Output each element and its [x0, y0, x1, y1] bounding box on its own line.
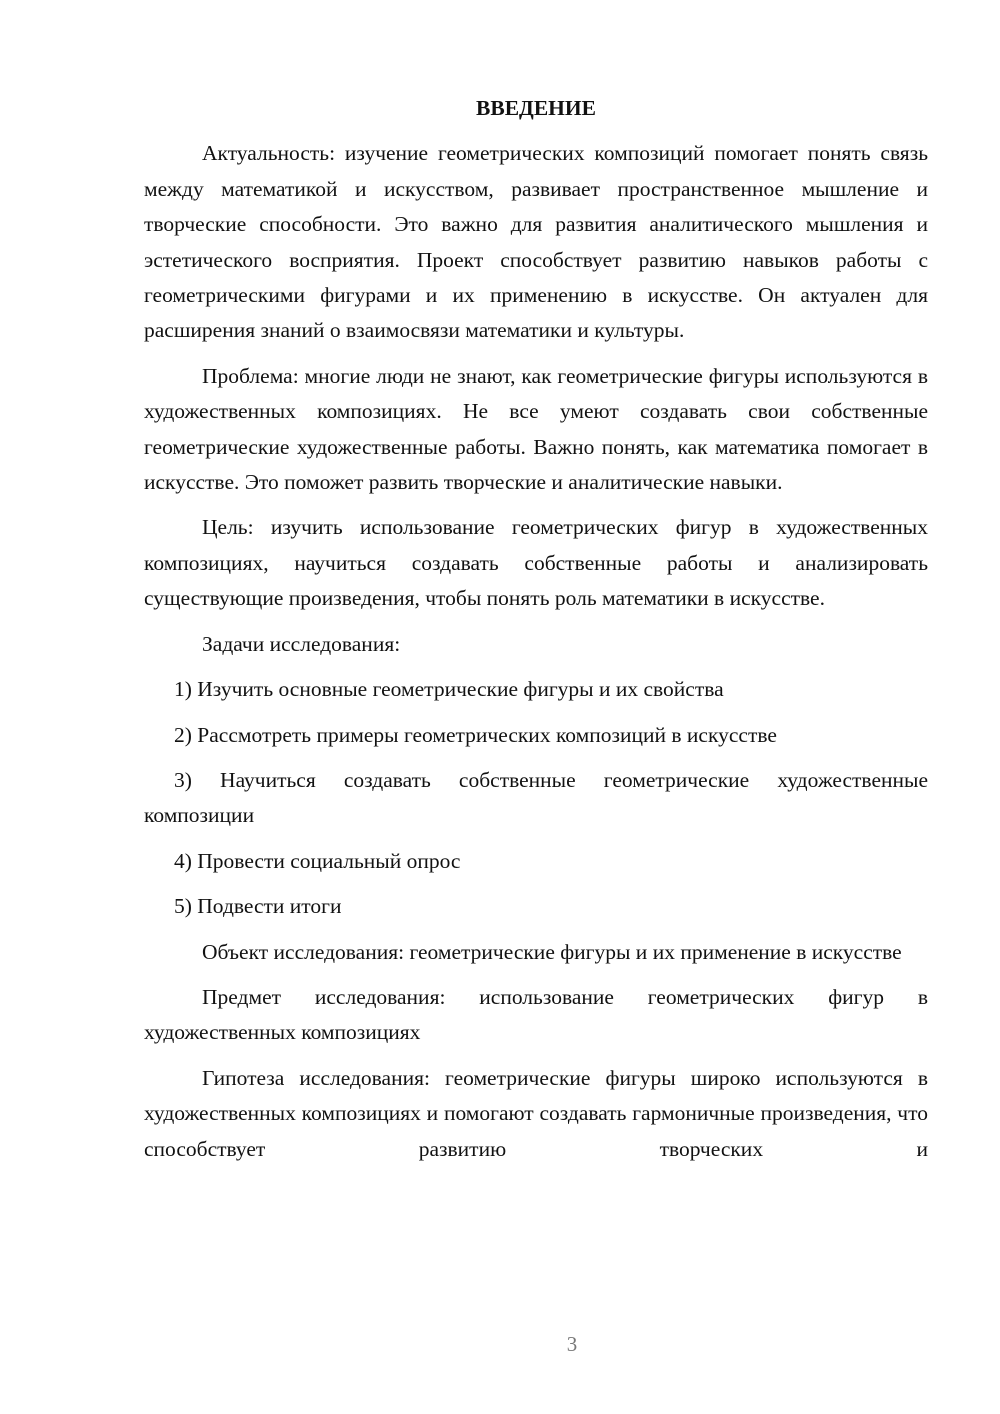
paragraph-goal: Цель: изучить использование геометрических фигур в художественных композициях, научиться создавать собственные работы и анализировать существующие произведения, чтобы понять роль математики в искусстве. — [144, 515, 928, 611]
task-item-1: 1) Изучить основные геометрические фигуры и их свойства — [174, 677, 724, 702]
paragraph-object: Объект исследования: геометрические фигуры и их применение в искусстве — [202, 939, 902, 964]
task-item-5: 5) Подвести итоги — [174, 894, 342, 919]
page-content — [144, 91, 928, 1177]
paragraph-subject: Предмет исследования: использование геометрических фигур в художественных композициях — [144, 984, 928, 1045]
task-item-3: 3) Научиться создавать собственные геометрические художественные композиции — [144, 767, 928, 828]
page-number: 3 — [566, 1332, 578, 1356]
paragraph-problem: Проблема: многие люди не знают, как геометрические фигуры используются в художественных композициях. Не все умеют создавать свои собственные геометрические художественные работы. Важно понять, как математика помогает в искусстве. Это поможет развить творческие и аналитические навыки. — [144, 363, 928, 495]
tasks-heading: Задачи исследования: — [202, 631, 401, 656]
section-title: ВВЕДЕНИЕ — [476, 96, 596, 120]
paragraph-relevance: Актуальность: изучение геометрических композиций помогает понять связь между математикой и искусством, развивает пространственное мышление и творческие способности. Это важно для развития аналитического мышления и эстетического восприятия. Проект способствует развитию навыков работы с геометрическими фигурами и их применению в искусстве. Он актуален для расширения знаний о взаимосвязи математики и культуры. — [144, 141, 928, 343]
paragraph-hypothesis: Гипотеза исследования: геометрические фигуры широко используются в художественных композициях и помогают создавать гармоничные произведения, что способствует развитию творческих и — [144, 1065, 928, 1161]
task-item-4: 4) Провести социальный опрос — [174, 848, 461, 873]
task-item-2: 2) Рассмотреть примеры геометрических композиций в искусстве — [174, 722, 777, 747]
